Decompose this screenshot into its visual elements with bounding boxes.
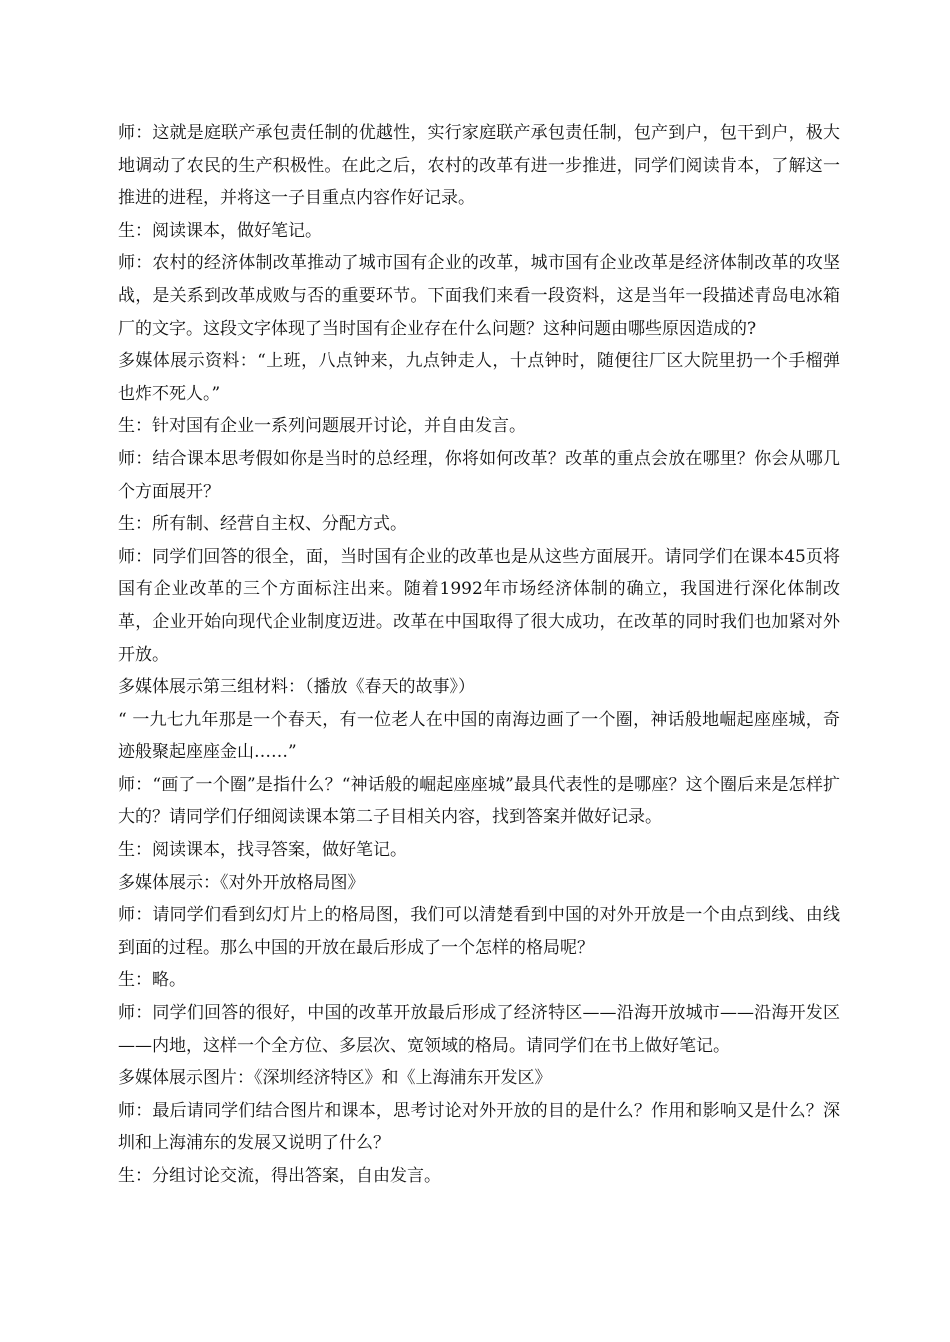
paragraph-teacher-6: 师：请同学们看到幻灯片上的格局图，我们可以清楚看到中国的对外开放是一个由点到线、由线到面的过程。那么中国的开放在最后形成了一个怎样的格局呢？ bbox=[118, 905, 840, 958]
paragraph-multimedia-2: 多媒体展示第三组材料：（播放《春天的故事》） bbox=[118, 677, 475, 698]
paragraph-multimedia-1: 多媒体展示资料：“上班，八点钟来，九点钟走人，十点钟时，随便往厂区大院里扔一个手榴弹也炸不死人。” bbox=[118, 351, 840, 404]
paragraph-teacher-1: 师：这就是庭联产承包责任制的优越性，实行家庭联产承包责任制，包产到户，包干到户，极大地调动了农民的生产积极性。在此之后，农村的改革有进一步推进，同学们阅读肯本，了解这一推进的进程，并将这一子目重点内容作好记录。 bbox=[118, 123, 840, 209]
paragraph-multimedia-3: 多媒体展示：《对外开放格局图》 bbox=[118, 872, 365, 893]
paragraph-multimedia-4: 多媒体展示图片：《深圳经济特区》和《上海浦东开发区》 bbox=[118, 1068, 552, 1089]
paragraph-teacher-5: 师：“画了一个圈”是指什么？“神话般的崛起座座城”最具代表性的是哪座？这个圈后来是怎样扩大的？请同学们仔细阅读课本第二子目相关内容，找到答案并做好记录。 bbox=[118, 774, 840, 828]
paragraph-song-quote: “ 一九七九年那是一个春天，有一位老人在中国的南海边画了一个圈，神话般地崛起座座城，奇迹般聚起座座金山……” bbox=[118, 709, 840, 763]
paragraph-teacher-3: 师：结合课本思考假如你是当时的总经理，你将如何改革？改革的重点会放在哪里？你会从哪几个方面展开？ bbox=[118, 448, 840, 502]
paragraph-student-4: 生：阅读课本，找寻答案，做好笔记。 bbox=[118, 840, 407, 861]
paragraph-student-6: 生：分组讨论交流，得出答案，自由发言。 bbox=[118, 1166, 441, 1186]
paragraph-student-2: 生：针对国有企业一系列问题展开讨论，并自由发言。 bbox=[118, 416, 526, 437]
paragraph-teacher-4: 师：同学们回答的很全，面，当时国有企业的改革也是从这些方面展开。请同学们在课本45页将国有企业改革的三个方面标注出来。随着1992年市场经济体制的确立，我国进行深化体制改革，企业开始向现代企业制度迈进。改革在中国取得了很大成功，在改革的同时我们也加紧对外开放。 bbox=[118, 546, 840, 665]
paragraph-teacher-7: 师：同学们回答的很好，中国的改革开放最后形成了经济特区——沿海开放城市——沿海开发区——内地，这样一个全方位、多层次、宽领域的格局。请同学们在书上做好笔记。 bbox=[118, 1003, 840, 1056]
paragraph-teacher-2: 师：农村的经济体制改革推动了城市国有企业的改革，城市国有企业改革是经济体制改革的攻坚战，是关系到改革成败与否的重要环节。下面我们来看一段资料，这是当年一段描述青岛电冰箱厂的文字。这段文字体现了当时国有企业存在什么问题？这种问题由哪些原因造成的? bbox=[118, 253, 840, 339]
paragraph-student-1: 生：阅读课本，做好笔记。 bbox=[118, 220, 322, 241]
paragraph-student-3: 生：所有制、经营自主权、分配方式。 bbox=[118, 514, 407, 535]
lesson-transcript bbox=[118, 117, 840, 1193]
paragraph-teacher-8: 师：最后请同学们结合图片和课本，思考讨论对外开放的目的是什么？作用和影响又是什么？深圳和上海浦东的发展又说明了什么？ bbox=[118, 1100, 840, 1154]
paragraph-student-5: 生：略。 bbox=[118, 970, 186, 991]
